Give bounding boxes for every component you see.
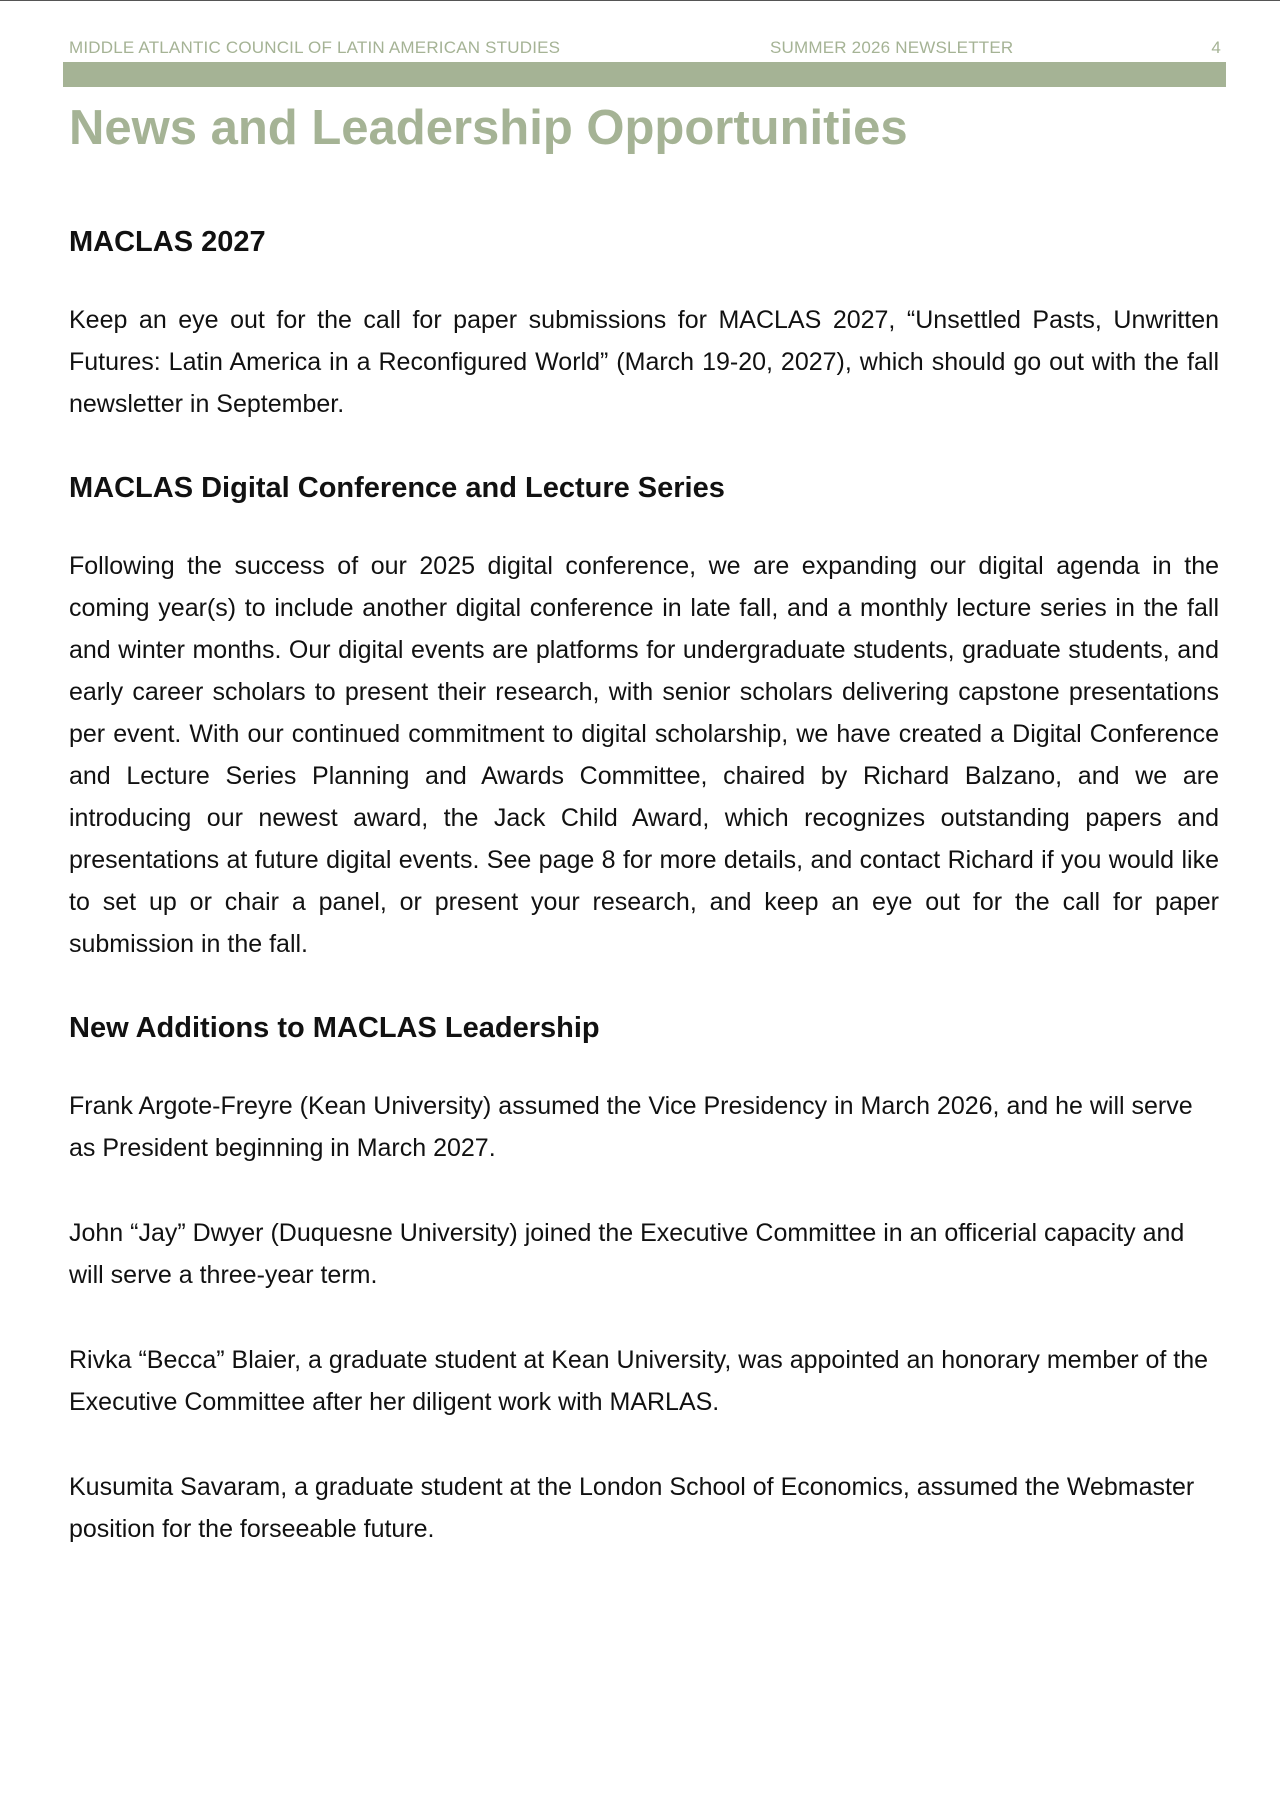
- page-title: News and Leadership Opportunities: [69, 101, 908, 155]
- article-body: [69, 222, 1219, 1550]
- header-accent-bar: [63, 62, 1226, 87]
- section-heading: MACLAS 2027: [69, 226, 266, 258]
- section-heading: New Additions to MACLAS Leadership: [69, 1012, 600, 1044]
- newsletter-issue: SUMMER 2026 NEWSLETTER: [770, 38, 1014, 57]
- section-heading: MACLAS Digital Conference and Lecture Series: [69, 472, 725, 504]
- section-paragraph: Keep an eye out for the call for paper submissions for MACLAS 2027, “Unsettled Pasts, Unwritten Futures: Latin America in a Reconfigured World” (March 19-20, 2027), which should go out with the fall newsletter in September.: [69, 306, 1219, 418]
- top-border-line: [0, 0, 1280, 1]
- section-leadership-additions: [69, 1008, 1219, 1550]
- organization-name: MIDDLE ATLANTIC COUNCIL OF LATIN AMERICAN STUDIES: [69, 38, 561, 57]
- leadership-entry: Rivka “Becca” Blaier, a graduate student at Kean University, was appointed an honorary member of the Executive Committee after her diligent work with MARLAS.: [69, 1346, 1209, 1416]
- page-number: 4: [1211, 38, 1221, 57]
- section-digital-conference: [69, 468, 1219, 965]
- leadership-entry: Frank Argote-Freyre (Kean University) assumed the Vice Presidency in March 2026, and he will serve as President beginning in March 2027.: [69, 1092, 1193, 1162]
- section-paragraph: Following the success of our 2025 digital conference, we are expanding our digital agenda in the coming year(s) to include another digital conference in late fall, and a monthly lecture series in the fall and winter months. Our digital events are platforms for undergraduate students, graduate students, and early career scholars to present their research, with senior scholars delivering capstone presentations per event. With our continued commitment to digital scholarship, we have created a Digital Conference and Lecture Series Planning and Awards Committee, chaired by Richard Balzano, and we are introducing our newest award, the Jack Child Award, which recognizes outstanding papers and presentations at future digital events. See page 8 for more details, and contact Richard if you would like to set up or chair a panel, or present your research, and keep an eye out for the call for paper submission in the fall.: [69, 552, 1219, 958]
- section-maclas-2027: [69, 222, 1219, 425]
- leadership-entry: John “Jay” Dwyer (Duquesne University) joined the Executive Committee in an officerial capacity and will serve a three-year term.: [69, 1219, 1185, 1289]
- leadership-entry: Kusumita Savaram, a graduate student at the London School of Economics, assumed the Webmaster position for the forseeable future.: [69, 1473, 1195, 1543]
- running-header: [69, 38, 1221, 62]
